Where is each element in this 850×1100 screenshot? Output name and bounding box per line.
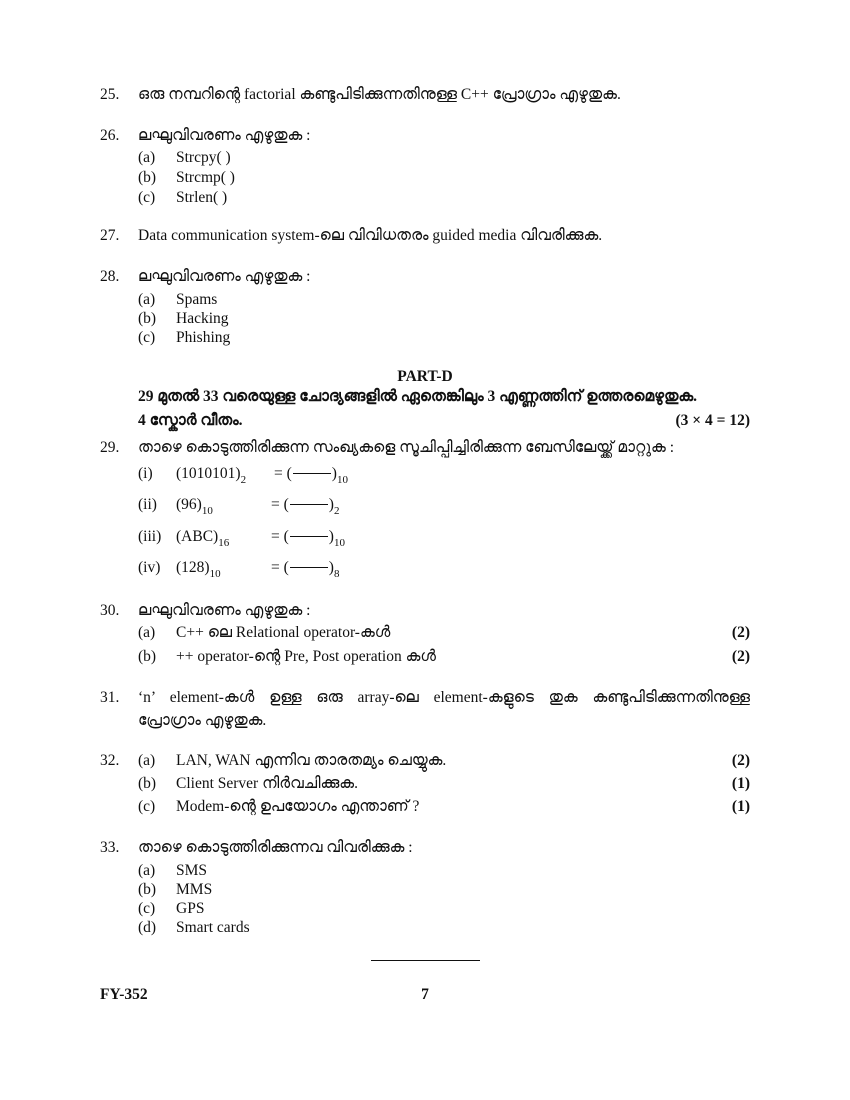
q29-iii-from-base: 16 [218, 537, 230, 549]
q31-number: 31. [100, 689, 120, 706]
q29-iv-blank [290, 567, 328, 568]
q29-i-number: (1010101) [176, 465, 241, 482]
q26-a-label: (a) [138, 149, 156, 166]
q33-d-text: Smart cards [176, 919, 250, 936]
q28-b-text: Hacking [176, 310, 229, 327]
q26-c-label: (c) [138, 189, 156, 206]
q26-c-text: Strlen( ) [176, 189, 228, 206]
q26-text: ലഘുവിവരണം എഴുതുക : [138, 127, 311, 144]
q33-a-text: SMS [176, 862, 208, 879]
q27-number: 27. [100, 227, 120, 244]
end-divider [371, 960, 480, 961]
q25-number: 25. [100, 86, 120, 103]
q27-text: Data communication system-ലെ വിവിധതരം guided media വിവരിക്കുക. [138, 227, 603, 244]
q29-ii-number: (96) [176, 496, 202, 513]
footer-code: FY-352 [100, 986, 148, 1003]
q29-i-from-base: 2 [240, 474, 247, 486]
q30-a-label: (a) [138, 624, 156, 641]
q29-iii-equals: = ( [271, 528, 289, 545]
q28-a-label: (a) [138, 291, 156, 308]
part-d-score-total: (3 × 4 = 12) [675, 412, 750, 429]
q29-iv-equals: = ( [271, 559, 289, 576]
q33-b-text: MMS [176, 881, 213, 898]
q30-b-text: ++ operator-ന്റെ Pre, Post operation കൾ [176, 648, 436, 665]
q31-line1: ‘n’ element-കൾ ഉള്ള ഒരു array-ലെ element-കളുടെ തുക കണ്ടുപിടിക്കുന്നതിനുള്ള [138, 689, 750, 706]
q29-iii-number: (ABC) [176, 528, 219, 545]
part-d-score-line: 4 സ്കോർ വീതം. [138, 412, 243, 429]
q29-number: 29. [100, 439, 120, 456]
q28-a-text: Spams [176, 291, 218, 308]
q29-iv-from-base: 10 [209, 568, 221, 580]
q29-ii-from-base: 10 [201, 505, 213, 517]
q32-a-text: LAN, WAN എന്നിവ താരതമ്യം ചെയ്യുക. [176, 752, 447, 769]
q26-number: 26. [100, 127, 120, 144]
q29-iv-to-base: 8 [333, 568, 340, 580]
q33-d-label: (d) [138, 919, 157, 936]
q29-iv-number: (128) [176, 559, 210, 576]
q29-i-value [176, 465, 247, 486]
page-number: 7 [421, 986, 429, 1003]
q29-i-close: ) [331, 465, 337, 482]
q30-a-marks: (2) [731, 624, 750, 641]
q26-b-text: Strcmp( ) [176, 169, 235, 186]
q28-number: 28. [100, 268, 120, 285]
q29-ii-close: ) [328, 496, 334, 513]
q29-iii-value [176, 528, 230, 549]
q32-number: 32. [100, 752, 120, 769]
q28-c-text: Phishing [176, 329, 231, 346]
q29-iii-to-base: 10 [333, 537, 345, 549]
q29-text: താഴെ കൊടുത്തിരിക്കുന്ന സംഖ്യകളെ സൂചിപ്പിച്ചിരിക്കുന്ന ബേസിലേയ്ക്ക് മാറ്റുക : [138, 439, 675, 456]
q33-a-label: (a) [138, 862, 156, 879]
part-d-instruction: 29 മുതൽ 33 വരെയുള്ള ചോദ്യങ്ങളിൽ ഏതെങ്കിലും 3 എണ്ണത്തിന് ഉത്തരമെഴുതുക. [138, 388, 698, 405]
q33-c-text: GPS [176, 900, 205, 917]
q30-a-text: C++ ലെ Relational operator-കൾ [176, 624, 391, 641]
q33-c-label: (c) [138, 900, 156, 917]
q33-number: 33. [100, 839, 120, 856]
q32-c-marks: (1) [731, 798, 750, 815]
q32-c-text: Modem-ന്റെ ഉപയോഗം എന്താണ് ? [176, 798, 420, 815]
q31-line2: പ്രോഗ്രാം എഴുതുക. [138, 712, 267, 729]
q29-ii-blank [290, 504, 328, 505]
q29-iv-answer [271, 559, 340, 580]
q30-number: 30. [100, 602, 120, 619]
q32-b-label: (b) [138, 775, 157, 792]
q29-iii-blank [290, 536, 328, 537]
q32-c-label: (c) [138, 798, 156, 815]
q28-c-label: (c) [138, 329, 156, 346]
q29-i-label: (i) [138, 465, 153, 482]
part-d-title: PART-D [397, 368, 453, 385]
q29-iii-answer [271, 528, 345, 549]
q29-i-to-base: 10 [336, 474, 348, 486]
q29-i-blank [293, 473, 331, 474]
q29-i-equals: = ( [274, 465, 292, 482]
q29-iii-label: (iii) [138, 528, 162, 545]
q32-b-text: Client Server നിർവചിക്കുക. [176, 775, 358, 792]
q29-ii-equals: = ( [271, 496, 289, 513]
q29-ii-label: (ii) [138, 496, 157, 513]
q26-a-text: Strcpy( ) [176, 149, 231, 166]
q28-b-label: (b) [138, 310, 157, 327]
q32-a-marks: (2) [731, 752, 750, 769]
q32-a-label: (a) [138, 752, 156, 769]
q29-ii-value [176, 496, 213, 517]
q29-i-answer [274, 465, 348, 486]
q29-iv-value [176, 559, 221, 580]
q33-b-label: (b) [138, 881, 157, 898]
q29-iii-close: ) [328, 528, 334, 545]
q30-b-label: (b) [138, 648, 157, 665]
q30-b-marks: (2) [731, 648, 750, 665]
q28-text: ലഘുവിവരണം എഴുതുക : [138, 268, 311, 285]
q33-text: താഴെ കൊടുത്തിരിക്കുന്നവ വിവരിക്കുക : [138, 839, 413, 856]
q29-ii-answer [271, 496, 340, 517]
q32-b-marks: (1) [731, 775, 750, 792]
q29-iv-close: ) [328, 559, 334, 576]
q25-text: ഒരു നമ്പറിന്റെ factorial കണ്ടുപിടിക്കുന്നതിനുള്ള C++ പ്രോഗ്രാം എഴുതുക. [138, 86, 621, 103]
q29-iv-label: (iv) [138, 559, 161, 576]
q26-b-label: (b) [138, 169, 157, 186]
q29-ii-to-base: 2 [333, 505, 340, 517]
q30-text: ലഘുവിവരണം എഴുതുക : [138, 602, 311, 619]
